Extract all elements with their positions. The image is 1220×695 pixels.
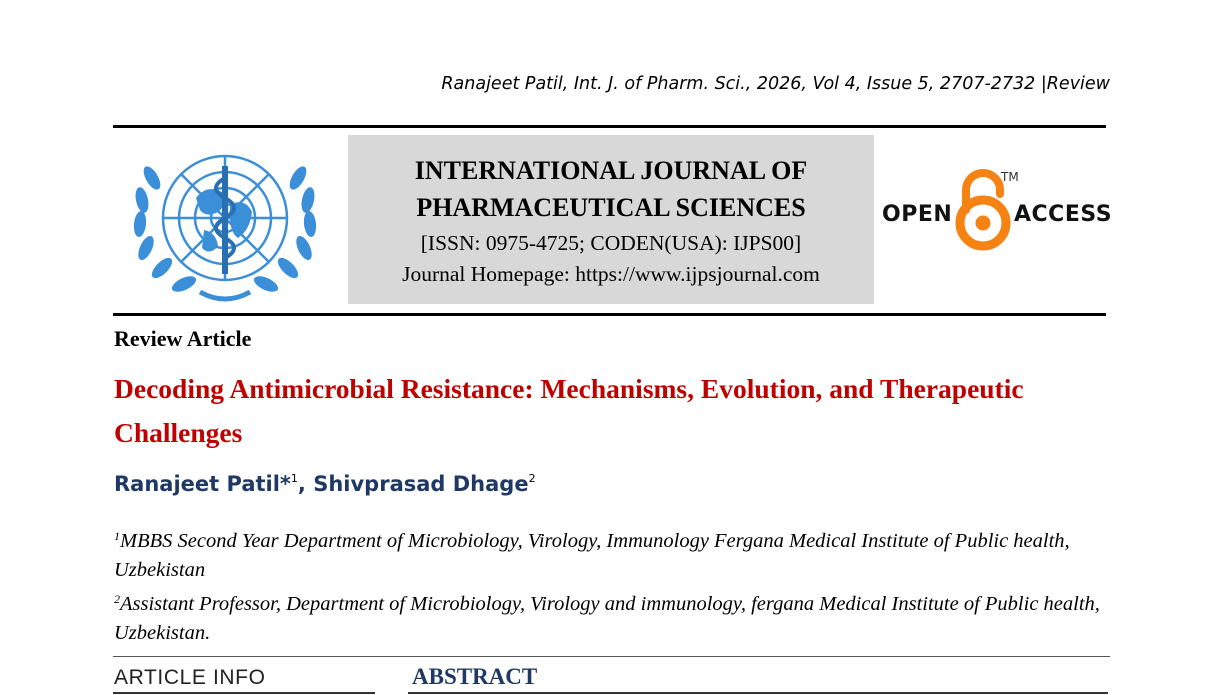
article-type: Review Article	[114, 326, 252, 351]
header-top-rule	[113, 125, 1106, 128]
article-title: Decoding Antimicrobial Resistance: Mechanisms, Evolution, and Therapeutic Challenges	[114, 373, 1024, 448]
journal-header-box	[348, 135, 874, 304]
un-emblem-icon	[126, 138, 324, 306]
affiliation-number: 1	[114, 529, 120, 543]
affiliation-item	[114, 585, 1104, 648]
author-name: Shivprasad Dhage	[313, 472, 529, 496]
author-affiliation-mark: 2	[528, 472, 536, 485]
affiliation-text: MBBS Second Year Department of Microbiology, Virology, Immunology Fergana Medical Institute of Public health, Uzbekistan	[114, 530, 1070, 581]
author-separator: ,	[297, 472, 314, 496]
open-access-access-text: ACCESS	[1014, 202, 1113, 227]
open-access-logo	[878, 164, 1113, 254]
section-divider	[113, 656, 1110, 657]
abstract-underline	[408, 692, 1108, 694]
header-bottom-rule	[113, 313, 1106, 316]
author-list	[114, 472, 536, 496]
journal-title-line-1: INTERNATIONAL JOURNAL OF	[414, 156, 808, 185]
affiliation-text: Assistant Professor, Department of Microbiology, Virology and immunology, fergana Medical Institute of Public health, Uzbekistan.	[114, 593, 1100, 644]
running-head: Ranajeet Patil, Int. J. of Pharm. Sci., 2026, Vol 4, Issue 5, 2707-2732 |Review	[441, 74, 1110, 94]
author-name: Ranajeet Patil*	[114, 472, 291, 496]
affiliations	[114, 522, 1104, 648]
open-access-open-text: OPEN	[882, 202, 953, 227]
open-access-tm: TM	[1001, 170, 1019, 184]
abstract-heading: ABSTRACT	[412, 664, 538, 689]
journal-issn: [ISSN: 0975-4725; CODEN(USA): IJPS00]	[420, 231, 802, 255]
journal-homepage: Journal Homepage: https://www.ijpsjournal.com	[402, 262, 820, 286]
article-info-heading: ARTICLE INFO	[114, 666, 266, 689]
author-affiliation-mark: 1	[290, 472, 298, 485]
journal-title-line-2: PHARMACEUTICAL SCIENCES	[416, 193, 806, 222]
affiliation-number: 2	[114, 592, 120, 606]
affiliation-item	[114, 522, 1104, 585]
article-info-underline	[113, 692, 375, 694]
